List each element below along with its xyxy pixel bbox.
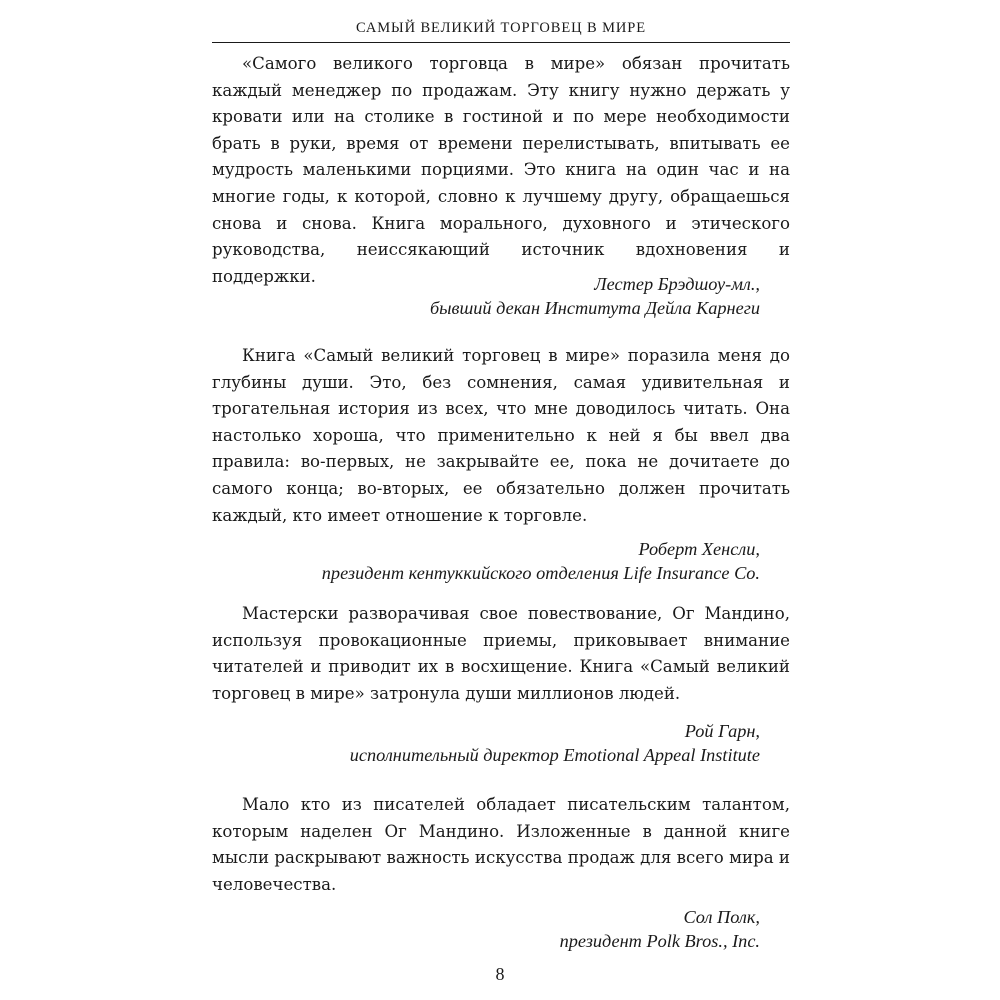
- review-attribution-garn: [200, 719, 760, 767]
- review-attribution-bradshaw: [200, 272, 760, 320]
- review-author-position: бывший декан Института Дейла Карнеги: [429, 298, 760, 318]
- review-quote-bradshaw: «Самого великого торговца в мире» обязан прочитать каждый менеджер по продажам. Эту книгу нужно держать у кровати или на столике в гостиной и по мере необходимости брать в руки, время от времени перелистывать, впитывать ее мудрость маленькими порциями. Это книга на один час и на многие годы, к которой, словно к лучшему другу, обращаешься снова и снова. Книга морального, духовного и этического руководства, неиссякающий источник вдохновения и поддержки.: [212, 54, 790, 286]
- review-quote-hensley: Книга «Самый великий торговец в мире» поразила меня до глубины души. Это, без сомнения, самая удивительная и трогательная история из всех, что мне доводилось читать. Она настолько хороша, что применительно к ней я бы ввел два правила: во-первых, не закрывайте ее, пока не дочитаете до самого конца; во-вторых, ее обязательно должен прочитать каждый, кто имеет отношение к торговле.: [212, 346, 790, 525]
- review-author-position: президент кентуккийского отделения Life Insurance Co.: [321, 563, 760, 583]
- review-author: Роберт Хенсли,: [638, 539, 760, 559]
- review-quote-polk: Мало кто из писателей обладает писательским талантом, которым наделен Ог Мандино. Изложенные в данной книге мысли раскрывают важность искусства продаж для всего мира и человечества.: [212, 795, 790, 894]
- review-author: Рой Гарн,: [684, 721, 760, 741]
- review-quote-garn: Мастерски разворачивая свое повествование, Ог Мандино, используя провокационные приемы, приковывает внимание читателей и приводит их в восхищение. Книга «Самый великий торговец в мире» затронула души миллионов людей.: [212, 604, 790, 703]
- review-author-position: президент Polk Bros., Inc.: [559, 931, 760, 951]
- review-attribution-polk: [200, 905, 760, 953]
- page-number: 8: [495, 964, 505, 984]
- running-header: САМЫЙ ВЕЛИКИЙ ТОРГОВЕЦ В МИРЕ: [212, 16, 790, 43]
- review-attribution-hensley: [200, 537, 760, 585]
- review-author-position: исполнительный директор Emotional Appeal Institute: [349, 745, 760, 765]
- review-author: Лестер Брэдшоу-мл.,: [594, 274, 760, 294]
- review-author: Сол Полк,: [683, 907, 760, 927]
